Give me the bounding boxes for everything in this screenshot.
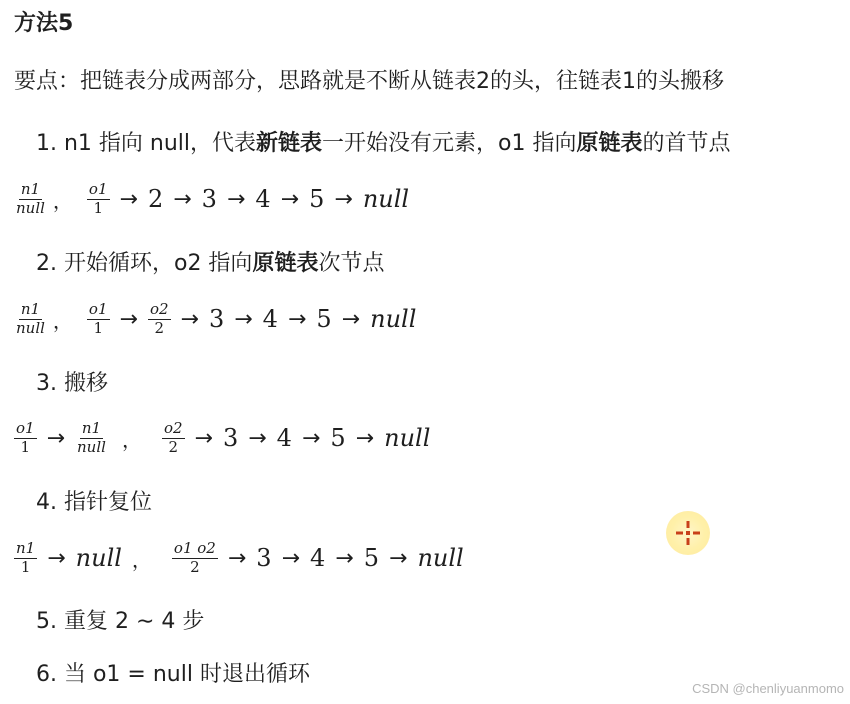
step-2-text-a: 2. 开始循环，o2 指向 xyxy=(36,251,253,276)
step-2-bold-orig-list: 原链表 xyxy=(252,251,319,276)
frac-num: o1 xyxy=(88,180,108,198)
section-title: 方法5 xyxy=(14,11,74,36)
frac-den: null xyxy=(16,318,45,337)
node-value: 3 xyxy=(208,305,225,334)
node-value: 4 xyxy=(262,305,278,334)
frac-n1-null xyxy=(14,302,47,337)
formula-4 xyxy=(14,541,464,576)
node-value: 4 xyxy=(310,544,326,573)
step-2 xyxy=(36,246,384,277)
node-value: 4 xyxy=(255,185,271,214)
arrow: → xyxy=(341,306,361,332)
frac-o2-2 xyxy=(148,302,171,337)
frac-den: 1 xyxy=(93,198,103,217)
arrow: → xyxy=(335,545,354,571)
frac-num: n1 xyxy=(16,539,36,557)
frac-num: o1 xyxy=(16,419,35,437)
arrow: → xyxy=(287,306,307,332)
step-4: 4. 指针复位 xyxy=(36,490,152,515)
arrow: → xyxy=(281,545,300,571)
frac-den: 2 xyxy=(154,318,164,337)
formula-1 xyxy=(14,182,409,217)
step-1-bold-orig-list: 原链表 xyxy=(576,131,643,156)
step-1 xyxy=(36,126,731,157)
frac-den: null xyxy=(77,437,106,456)
arrow: → xyxy=(301,425,321,451)
arrow: → xyxy=(119,186,138,212)
null-value: null xyxy=(370,305,417,334)
step-2-text-b: 次节点 xyxy=(318,251,385,276)
node-value: 3 xyxy=(222,424,239,453)
frac-n1-1 xyxy=(14,541,37,576)
frac-den: null xyxy=(16,198,45,217)
frac-num: o2 xyxy=(149,300,169,318)
node-value: 5 xyxy=(330,424,346,453)
frac-num: n1 xyxy=(20,180,41,198)
crosshair-cursor-icon xyxy=(666,511,710,555)
frac-o2-2 xyxy=(162,421,185,456)
frac-n1-null xyxy=(14,182,47,217)
step-3: 3. 搬移 xyxy=(36,371,108,396)
key-point-text: 要点：把链表分成两部分，思路就是不断从链表2的头，往链表1的头搬移 xyxy=(14,69,724,94)
arrow: → xyxy=(389,545,408,571)
node-value: 3 xyxy=(201,185,217,214)
arrow: → xyxy=(119,306,138,332)
arrow: → xyxy=(180,306,199,332)
comma: ， xyxy=(52,188,73,213)
frac-num: o2 xyxy=(163,419,183,437)
frac-den: 1 xyxy=(93,318,103,337)
frac-den: 2 xyxy=(168,437,178,456)
null-value: null xyxy=(417,544,464,573)
null-value: null xyxy=(75,544,122,573)
node-value: 5 xyxy=(363,544,379,573)
frac-den: 1 xyxy=(20,437,31,456)
null-value: null xyxy=(362,185,410,214)
frac-o1-1 xyxy=(14,421,37,456)
step-6: 6. 当 o1 = null 时退出循环 xyxy=(36,662,310,687)
arrow: → xyxy=(334,186,353,212)
comma: ， xyxy=(131,547,152,572)
step-1-bold-new-list: 新链表 xyxy=(256,131,323,156)
frac-num: o1 o2 xyxy=(173,539,216,557)
step-1-text-c: 的首节点 xyxy=(642,131,731,156)
node-value: 3 xyxy=(256,544,272,573)
arrow: → xyxy=(194,425,213,451)
frac-num: n1 xyxy=(81,419,102,437)
frac-num: o1 xyxy=(88,300,108,318)
arrow: → xyxy=(226,186,246,212)
node-value: 2 xyxy=(147,185,164,214)
null-value: null xyxy=(384,424,431,453)
frac-den: 2 xyxy=(190,557,200,576)
watermark-text: CSDN @chenliyuanmomo xyxy=(692,681,844,696)
arrow: → xyxy=(46,425,66,451)
frac-n1-null xyxy=(75,421,108,456)
arrow: → xyxy=(234,306,253,332)
node-value: 4 xyxy=(276,424,292,453)
frac-o1-1 xyxy=(87,182,110,217)
arrow: → xyxy=(355,425,375,451)
arrow: → xyxy=(47,545,66,571)
frac-num: n1 xyxy=(20,300,41,318)
comma: ， xyxy=(52,308,73,333)
comma: ， xyxy=(121,427,142,452)
arrow: → xyxy=(280,186,300,212)
arrow: → xyxy=(248,425,267,451)
crosshair-cursor-glyph xyxy=(674,519,702,547)
arrow: → xyxy=(173,186,192,212)
node-value: 5 xyxy=(316,305,332,334)
formula-3 xyxy=(14,421,430,456)
frac-o1o2-2 xyxy=(172,541,218,576)
step-1-text-a: 1. n1 指向 null，代表 xyxy=(36,131,257,156)
formula-2 xyxy=(14,302,416,337)
step-5: 5. 重复 2 ∼ 4 步 xyxy=(36,609,205,634)
node-value: 5 xyxy=(309,185,325,214)
frac-o1-1 xyxy=(87,302,110,337)
step-1-text-b: 一开始没有元素，o1 指向 xyxy=(322,131,577,156)
arrow: → xyxy=(227,545,247,571)
frac-den: 1 xyxy=(20,557,31,576)
